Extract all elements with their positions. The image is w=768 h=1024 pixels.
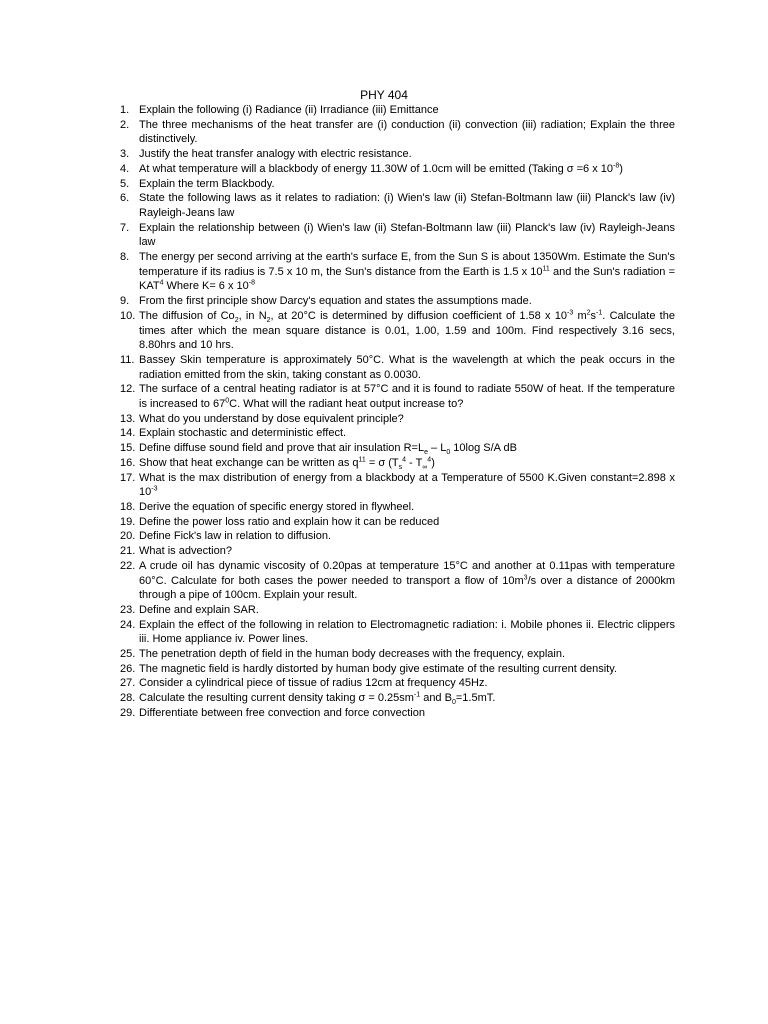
list-item [112,147,675,162]
item-number: 6. [120,192,130,205]
item-text: Explain the relationship between (i) Wien's law (ii) Stefan-Boltmann law (iii) Planck's law (iv) Rayleigh-Jeans law [139,221,675,249]
item-text: At what temperature will a blackbody of energy 11.30W of 1.0cm will be emitted (Taking σ =6 x $10^{-8}$) [139,162,623,175]
item-text: What is advection? [139,545,232,558]
list-item [112,618,675,647]
list-item [112,471,675,500]
item-number: 2. [120,118,130,131]
list-item [112,691,675,706]
item-text: Define and explain SAR. [139,603,259,616]
list-item [112,515,675,530]
item-text: The diffusion of $Co_2$, in $N_2$, at 20°C is determined by diffusion coefficient of 1.58 x $10^{-3}$ $m^2s^{-1}$. Calculate the times after which the mean square distance is 0.01, 1.00, 1.59 and 100m. Find respectively 3.16 secs, 8.80hrs and 10 hrs. [139,309,675,352]
item-number: 21. [120,545,136,558]
item-number: 10. [120,309,136,322]
item-text: State the following laws as it relates to radiation: (i) Wien's law (ii) Stefan-Boltmann law (iii) Planck's law (iv) Rayleigh-Jeans law [139,192,675,219]
item-number: 28. [120,692,136,705]
list-item [112,676,675,691]
item-text: The surface of a central heating radiator is at 57°C and it is found to radiate 550W of heat. If the temperature is increased to $67^0C$. What will the radiant heat output increase to? [139,383,675,411]
list-item [112,456,675,471]
item-number: 19. [120,515,136,528]
item-number: 3. [120,148,130,161]
item-text: What is the max distribution of energy from a blackbody at a Temperature of 5500 K.Given constant=2.898 x $10^{-3}$ [139,471,675,499]
item-number: 1. [120,104,130,116]
item-text: Define the power loss ratio and explain how it can be reduced [139,515,440,528]
item-number: 26. [120,662,136,675]
item-text: From the first principle show Darcy's equation and states the assumptions made. [139,295,532,308]
item-number: 5. [120,177,130,190]
list-item [112,426,675,441]
item-number: 24. [120,618,136,631]
item-number: 15. [120,442,136,455]
item-text: Define diffuse sound field and prove that air insulation $R=L_e - L_0$ 10log S/A dB [139,442,517,457]
list-item [112,500,675,515]
item-text: What do you understand by dose equivalent principle? [139,412,404,425]
list-item [112,309,675,353]
item-number: 11. [120,353,135,366]
list-item [112,162,675,177]
item-number: 27. [120,677,136,690]
list-item [112,250,675,294]
list-item [112,603,675,618]
item-text: Show that heat exchange can be written as $q^{11} = \sigma$ $(T_s^4 - T_\infty^4)$ [139,456,435,472]
item-text: Define Fick's law in relation to diffusion. [139,530,332,543]
item-text: Explain the following (i) Radiance (ii) Irradiance (iii) Emittance [139,104,439,116]
list-item [112,559,675,603]
list-item [112,647,675,662]
list-item [112,412,675,427]
item-number: 14. [120,427,136,440]
list-item [112,221,675,250]
list-item [112,529,675,544]
list-item [112,706,675,721]
item-text: Derive the equation of specific energy stored in flywheel. [139,500,415,513]
item-number: 12. [120,383,136,396]
item-number: 4. [120,162,130,175]
list-item [112,353,675,382]
item-number: 29. [120,706,136,719]
item-number: 9. [120,295,130,308]
item-text: The penetration depth of field in the human body decreases with the frequency, explain. [139,648,566,661]
item-number: 17. [120,471,136,484]
item-text: The energy per second arriving at the earth's surface E, from the Sun S is about 1350Wm. Estimate the Sun's temperature if its radius is 7.5 x 10 m, the Sun's distance from the Earth is 1.5 x $10^{11}$ and the Sun's radiation = $KAT^4$ Where K= 6 x $10^{-8}$ [139,251,675,293]
page-title: PHY 404 [360,88,408,102]
item-number: 20. [120,530,136,543]
item-text: Bassey Skin temperature is approximately 50°C. What is the wavelength at which the peak occurs in the radiation emitted from the skin, taking constant as 0.0030. [139,353,675,381]
list-item [112,294,675,309]
item-text: Explain stochastic and deterministic effect. [139,427,347,440]
list-item [112,382,675,411]
item-number: 16. [120,456,136,469]
list-item [112,177,675,192]
item-text: The magnetic field is hardly distorted by human body give estimate of the resulting current density. [139,662,617,675]
item-text: A crude oil has dynamic viscosity of 0.20pas at temperature 15°C and another at 0.11pas with temperature 60°C. Calculate for both cases the power needed to transport a flow of $10m^3/s$ over a distance of 2000km through a pipe of 100cm. Explain your result. [139,559,676,602]
item-text: Differentiate between free convection and force convection [139,706,425,719]
item-number: 25. [120,648,136,661]
item-text: Explain the term Blackbody. [139,177,275,190]
item-number: 7. [120,221,130,234]
item-number: 22. [120,559,136,572]
item-number: 8. [120,251,130,264]
item-text: Explain the effect of the following in relation to Electromagnetic radiation: i. Mobile phones ii. Electric clippers iii. Home appliance iv. Power lines. [139,618,675,646]
item-number: 13. [120,412,136,425]
list-item [112,103,675,118]
item-text: Calculate the resulting current density taking $\sigma = 0.25sm^{-1}$ and $B_0=1.5mT$. [139,691,496,707]
item-text: The three mechanisms of the heat transfer are (i) conduction (ii) convection (iii) radiation; Explain the three distinctively. [139,118,675,146]
item-text: Consider a cylindrical piece of tissue of radius 12cm at frequency 45Hz. [139,677,488,690]
item-text: Justify the heat transfer analogy with electric resistance. [139,148,412,161]
item-number: 23. [120,603,136,616]
item-number: 18. [120,500,136,513]
list-item [112,118,675,147]
list-item [112,544,675,559]
list-item [112,662,675,677]
list-item [112,191,675,220]
question-list [112,103,675,721]
list-item [112,441,675,456]
